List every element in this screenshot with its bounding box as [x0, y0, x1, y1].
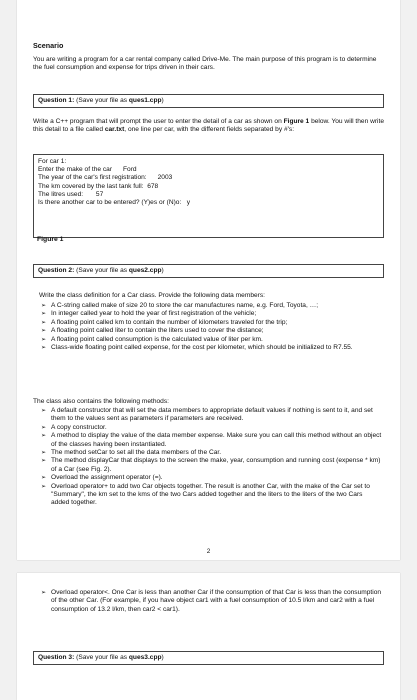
document-page-2 — [17, 573, 400, 700]
data-members-list — [41, 302, 382, 352]
methods-list — [41, 407, 382, 508]
list-item: ➢ The method setCar to set all the data members of the Car. — [41, 449, 382, 457]
methods-list-continued — [41, 589, 382, 614]
list-item: ➢ Overload operator<. One Car is less than another Car if the consumption of that Car is less than the consumption of the other Car. (For example, if you have object car1 with a fuel consumption of 10.5 l/km and car2 with a fuel consumption of 13.2 l/km, then car2 < car1). — [41, 589, 382, 614]
scenario-heading: Scenario — [33, 41, 64, 50]
question-3-label: Question 3: — [38, 654, 75, 661]
sample-line: The km covered by the last tank full: 678 — [38, 182, 159, 190]
sample-line: Is there another car to be entered? (Y)es or (N)o: y — [38, 199, 191, 207]
q1-body-part-1: Write a C++ program that will prompt the user to enter the detail of a car as shown on — [33, 118, 284, 125]
question-1-save-note: (Save your file as — [76, 97, 129, 104]
scenario-text: You are writing a program for a car rental company called Drive-Me. The main purpose of this program is to determine the fuel consumption and expense for trips driven in their cars. — [33, 56, 377, 72]
q1-body-part-3: , one line per car, with the different fields separated by #'s: — [124, 126, 295, 134]
question-1-header — [33, 94, 384, 108]
list-item: ➢ A C-string called make of size 20 to store the car manufactures name, e.g. Ford, Toyota, …; — [41, 302, 382, 310]
question-3-filename: ques3.cpp — [128, 654, 162, 661]
figure-1-label: Figure 1 — [37, 236, 64, 243]
list-item: ➢ Overload operator+ to add two Car objects together. The result is another Car, with the make of the Car set to "Summary", the km set to the kms of the two Cars added together and the liters to the liters of the two Cars added together. — [41, 483, 382, 508]
list-item: ➢ A default constructor that will set the data members to appropriate default values if nothing is sent to it, and set them to the values sent as parameters if parameters are received. — [41, 407, 382, 424]
list-item: ➢ In integer called year to hold the year of first registration of the vehicle; — [41, 310, 382, 318]
document-page-1 — [17, 0, 400, 560]
page-number: 2 — [206, 548, 211, 555]
sample-line: Enter the make of the car Ford — [38, 166, 137, 174]
list-item: ➢ A method to display the value of the data member expense. Make sure you can call this method without an object of the classes having been instantiated. — [41, 432, 382, 449]
question-3-close: ) — [161, 654, 164, 661]
question-1-filename: ques1.cpp — [128, 97, 162, 104]
list-item: ➢ Overload the assignment operator (=). — [41, 474, 382, 482]
list-item: ➢ A floating point called liter to contain the liters used to cover the distance; — [41, 327, 382, 335]
q1-file-name: car.txt — [104, 126, 125, 134]
question-2-label: Question 2: — [38, 267, 75, 274]
question-3-header — [33, 651, 384, 665]
list-item: ➢ A copy constructor. — [41, 424, 382, 432]
question-2-filename: ques2.cpp — [128, 267, 162, 274]
question-1-close: ) — [161, 97, 164, 104]
question-1-label: Question 1: — [38, 97, 75, 104]
list-item: ➢ A floating point called consumption is the calculated value of liter per km. — [41, 336, 382, 344]
list-item: ➢ The method displayCar that displays to the screen the make, year, consumption and running cost (expense * km) of a Car (see Fig. 2). — [41, 457, 382, 474]
question-1-body — [33, 118, 384, 135]
list-item: ➢ Class-wide floating point called expense, for the cost per kilometer, which should be initialized to R7.55. — [41, 344, 382, 352]
question-2-close: ) — [161, 267, 164, 274]
methods-intro: The class also contains the following methods: — [33, 398, 169, 405]
sample-line: The year of the car's first registration: 2003 — [38, 174, 173, 182]
question-2-intro: Write the class definition for a Car class. Provide the following data members: — [39, 292, 265, 299]
figure-1-sample-output — [33, 154, 384, 238]
question-2-save-note: (Save your file as — [76, 267, 129, 274]
q1-figure-ref: Figure 1 — [283, 118, 310, 125]
q1-body-part-2: below. You will then write this detail to a file called — [33, 118, 385, 134]
list-item: ➢ A floating point called km to contain the number of kilometers traveled for the trip; — [41, 319, 382, 327]
sample-line: The litres used: 57 — [38, 190, 104, 198]
question-2-header — [33, 264, 384, 278]
question-3-save-note: (Save your file as — [76, 654, 129, 661]
sample-line: For car 1: — [38, 158, 67, 165]
